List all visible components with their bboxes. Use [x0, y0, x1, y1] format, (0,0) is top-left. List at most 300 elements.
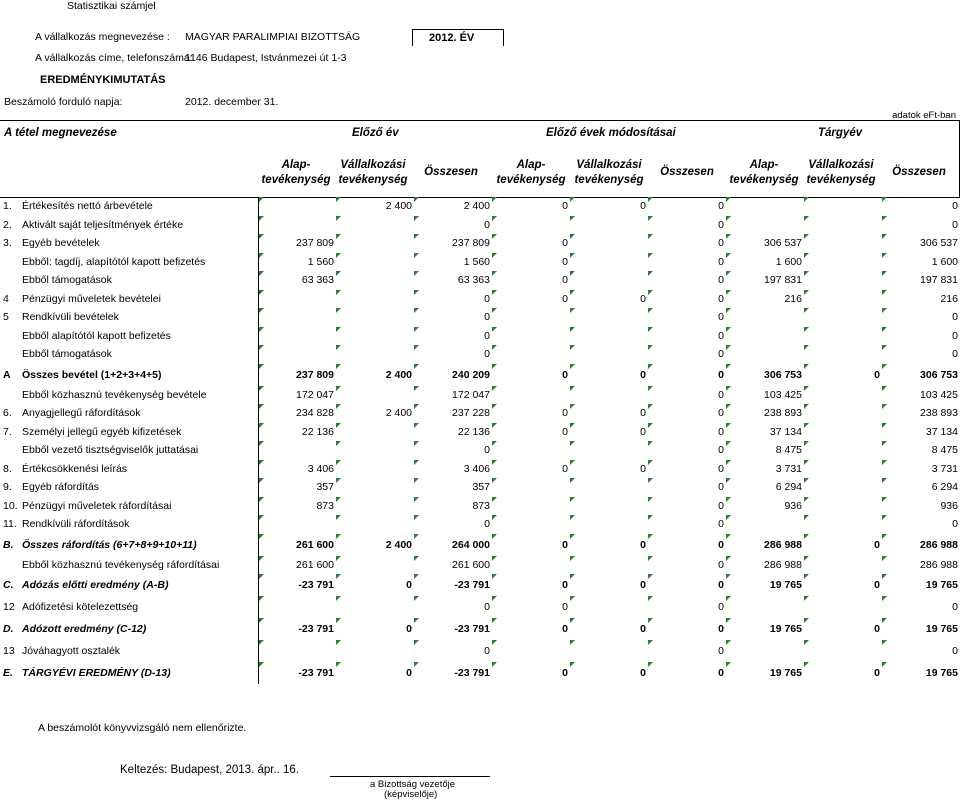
cell-value: [804, 556, 882, 575]
stat-id-label: Statisztikai számjel: [67, 0, 156, 12]
cell-value: 3 731: [726, 460, 804, 479]
cell-value: [336, 515, 414, 534]
cell-value: [726, 216, 804, 235]
cell-value: 63 363: [414, 271, 492, 290]
cell-value: 0: [882, 640, 960, 662]
row-label: Rendkívüli ráfordítások: [22, 518, 130, 531]
row-label: Ebből támogatások: [22, 348, 112, 361]
cell-value: [492, 308, 570, 327]
cell-value: 0: [492, 596, 570, 618]
cell-value: 3 731: [882, 460, 960, 479]
cell-value: [258, 640, 336, 662]
cell-value: 0: [570, 618, 648, 640]
cell-value: 2 400: [336, 534, 414, 556]
cell-value: 22 136: [258, 423, 336, 442]
cell-value: [726, 640, 804, 662]
cell-value: 0: [570, 364, 648, 386]
cell-value: -23 791: [414, 618, 492, 640]
cell-value: 0: [492, 460, 570, 479]
row-code: [0, 556, 18, 575]
cell-value: [570, 478, 648, 497]
table-row: [0, 556, 960, 575]
cell-value: [804, 234, 882, 253]
cell-value: 0: [492, 662, 570, 684]
cell-value: [492, 216, 570, 235]
cell-value: [336, 640, 414, 662]
cell-value: 172 047: [258, 386, 336, 405]
cell-value: 0: [414, 515, 492, 534]
cell-value: 0: [648, 662, 726, 684]
cell-value: 0: [882, 197, 960, 216]
row-code: [0, 253, 18, 272]
cell-value: 306 537: [882, 234, 960, 253]
cell-value: [726, 596, 804, 618]
cell-value: [804, 197, 882, 216]
cell-value: -23 791: [258, 662, 336, 684]
cell-value: 37 134: [726, 423, 804, 442]
cell-value: [492, 515, 570, 534]
cell-value: [258, 596, 336, 618]
cell-value: 0: [492, 364, 570, 386]
cell-value: 0: [648, 308, 726, 327]
cell-value: 240 209: [414, 364, 492, 386]
table-row: [0, 423, 960, 442]
cell-value: [258, 308, 336, 327]
cell-value: 2 400: [414, 197, 492, 216]
cell-value: 234 828: [258, 404, 336, 423]
cell-value: [336, 478, 414, 497]
table-row: [0, 618, 960, 640]
cell-value: 1 600: [726, 253, 804, 272]
table-row: [0, 271, 960, 290]
cell-value: 8 475: [726, 441, 804, 460]
cell-value: [492, 640, 570, 662]
cell-value: [258, 197, 336, 216]
cell-value: [804, 515, 882, 534]
cell-value: [726, 308, 804, 327]
table-row: [0, 327, 960, 346]
table-row: [0, 662, 960, 684]
cell-value: [726, 197, 804, 216]
cell-value: [570, 640, 648, 662]
row-code: 7.: [3, 425, 12, 438]
cell-value: 19 765: [726, 618, 804, 640]
year-badge: [412, 29, 504, 46]
cell-value: [804, 596, 882, 618]
cell-value: [258, 216, 336, 235]
cell-value: 19 765: [882, 574, 960, 596]
cell-value: [804, 404, 882, 423]
cell-value: 0: [648, 216, 726, 235]
cell-value: [726, 515, 804, 534]
cell-value: 237 809: [258, 234, 336, 253]
data-table: [0, 197, 960, 684]
row-label: Ebből vezető tisztségviselők juttatásai: [22, 444, 199, 457]
row-code: 6.: [3, 407, 12, 420]
cell-value: 0: [492, 404, 570, 423]
table-row: [0, 345, 960, 364]
row-code: 8.: [3, 462, 12, 475]
cell-value: 873: [258, 497, 336, 516]
cell-value: 0: [648, 253, 726, 272]
col-prev-header: Előző év: [352, 127, 399, 139]
row-code: 3.: [3, 237, 12, 250]
sub-cur-ossz: Összesen: [892, 166, 946, 178]
row-label: Értékesítés nettó árbevétele: [22, 200, 153, 213]
cell-value: 19 765: [726, 662, 804, 684]
cell-value: 936: [726, 497, 804, 516]
row-label: Rendkívüli bevételek: [22, 311, 119, 324]
cell-value: 286 988: [726, 556, 804, 575]
cell-value: 0: [804, 364, 882, 386]
cell-value: 357: [414, 478, 492, 497]
sub-cur-alap: Alap- tevékenység: [729, 159, 799, 186]
row-code: 11.: [3, 518, 17, 531]
cell-value: [336, 308, 414, 327]
row-code: 10.: [3, 499, 18, 512]
cell-value: [804, 497, 882, 516]
cell-value: [570, 441, 648, 460]
cell-value: 0: [648, 364, 726, 386]
cell-value: [336, 271, 414, 290]
cell-value: [258, 290, 336, 309]
table-row: [0, 515, 960, 534]
cell-value: [258, 441, 336, 460]
cell-value: [570, 386, 648, 405]
cell-value: [726, 327, 804, 346]
row-code: 13: [3, 645, 15, 657]
row-label: Egyéb bevételek: [22, 237, 100, 250]
cell-value: 261 600: [258, 556, 336, 575]
cell-value: [336, 253, 414, 272]
cell-value: 936: [882, 497, 960, 516]
cell-value: [804, 271, 882, 290]
row-label: Összes ráfordítás (6+7+8+9+10+11): [22, 538, 197, 551]
row-label: Anyagjellegű ráfordítások: [22, 407, 141, 420]
cell-value: [336, 234, 414, 253]
row-label: Összes bevétel (1+2+3+4+5): [22, 368, 162, 381]
cell-value: [570, 497, 648, 516]
table-row: [0, 197, 960, 216]
table-row: [0, 253, 960, 272]
cell-value: 0: [414, 327, 492, 346]
cell-value: 0: [804, 574, 882, 596]
cell-value: [804, 345, 882, 364]
cell-value: [492, 327, 570, 346]
cell-value: [570, 216, 648, 235]
cell-value: 0: [648, 574, 726, 596]
row-code: A: [3, 368, 11, 381]
cell-value: 6 294: [882, 478, 960, 497]
cell-value: 0: [570, 290, 648, 309]
table-row: [0, 574, 960, 596]
row-label: Ebből támogatások: [22, 274, 112, 287]
cell-value: [336, 556, 414, 575]
cell-value: [804, 441, 882, 460]
cell-value: 261 600: [414, 556, 492, 575]
cell-value: [804, 253, 882, 272]
cell-value: 0: [648, 386, 726, 405]
cell-value: 37 134: [882, 423, 960, 442]
cell-value: 6 294: [726, 478, 804, 497]
cell-value: [336, 497, 414, 516]
row-code: 2.: [3, 218, 12, 231]
sub-prev-alap: Alap- tevékenység: [261, 159, 331, 186]
cell-value: [258, 515, 336, 534]
cell-value: [492, 386, 570, 405]
cell-value: 0: [648, 197, 726, 216]
cell-value: -23 791: [414, 662, 492, 684]
row-code: 1.: [3, 200, 12, 213]
cell-value: 0: [570, 460, 648, 479]
cell-value: 0: [492, 197, 570, 216]
row-code: B.: [3, 538, 14, 551]
cell-value: [570, 515, 648, 534]
cell-value: 264 000: [414, 534, 492, 556]
cell-value: 0: [882, 308, 960, 327]
cell-value: 0: [648, 441, 726, 460]
cell-value: [804, 386, 882, 405]
cell-value: 197 831: [726, 271, 804, 290]
cell-value: 357: [258, 478, 336, 497]
cell-value: 0: [414, 596, 492, 618]
cell-value: 0: [570, 534, 648, 556]
cell-value: 216: [726, 290, 804, 309]
row-label: Adófizetési kötelezettség: [22, 601, 139, 613]
income-statement-table: [0, 197, 960, 684]
cell-value: 0: [414, 640, 492, 662]
cell-value: 0: [414, 308, 492, 327]
cell-value: [804, 478, 882, 497]
company-name-label: A vállalkozás megnevezése :: [35, 31, 170, 43]
cell-value: [570, 271, 648, 290]
cell-value: [570, 308, 648, 327]
row-label: TÁRGYÉVI EREDMÉNY (D-13): [22, 667, 171, 679]
cell-value: [336, 596, 414, 618]
row-label: Személyi jellegű egyéb kifizetések: [22, 425, 182, 438]
date-label: Beszámoló forduló napja:: [4, 96, 123, 108]
cell-value: 0: [648, 271, 726, 290]
sub-mod-vall: Vállalkozási tevékenység: [574, 159, 644, 186]
cell-value: 238 893: [726, 404, 804, 423]
table-row: [0, 596, 960, 618]
signature-line: [330, 776, 490, 777]
cell-value: [492, 441, 570, 460]
cell-value: 286 988: [882, 556, 960, 575]
col-item-header: A tétel megnevezése: [4, 127, 117, 139]
cell-value: 0: [648, 234, 726, 253]
row-code: D.: [3, 623, 14, 635]
cell-value: 0: [882, 515, 960, 534]
cell-value: [804, 327, 882, 346]
table-row: [0, 640, 960, 662]
row-label: Aktivált saját teljesítmények értéke: [22, 218, 184, 231]
cell-value: 0: [492, 534, 570, 556]
cell-value: [570, 556, 648, 575]
row-code: 4: [3, 292, 9, 305]
cell-value: [336, 327, 414, 346]
cell-value: 197 831: [882, 271, 960, 290]
cell-value: 0: [570, 404, 648, 423]
sub-mod-ossz: Összesen: [660, 166, 714, 178]
table-row: [0, 497, 960, 516]
cell-value: 0: [648, 596, 726, 618]
row-code: [0, 441, 18, 460]
cell-value: [804, 460, 882, 479]
cell-value: [336, 423, 414, 442]
table-row: [0, 234, 960, 253]
cell-value: 0: [492, 618, 570, 640]
table-row: [0, 290, 960, 309]
cell-value: 0: [882, 216, 960, 235]
row-label: Adózás előtti eredmény (A-B): [22, 579, 169, 591]
signer-title: a Bizottság vezetője: [370, 779, 456, 790]
cell-value: 0: [492, 253, 570, 272]
row-label: Pénzügyi műveletek ráfordításai: [22, 499, 172, 512]
company-name-value: MAGYAR PARALIMPIAI BIZOTTSÁG: [185, 31, 361, 43]
cell-value: 0: [414, 441, 492, 460]
cell-value: 237 228: [414, 404, 492, 423]
cell-value: 2 400: [336, 364, 414, 386]
cell-value: 0: [648, 534, 726, 556]
signer-subtitle: (képviselője): [384, 789, 438, 800]
cell-value: [804, 290, 882, 309]
table-row: [0, 460, 960, 479]
row-label: Ebből közhasznú tevékenység ráfordításai: [22, 558, 220, 571]
table-row: [0, 534, 960, 556]
cell-value: 0: [804, 662, 882, 684]
table-row: [0, 308, 960, 327]
sub-mod-alap: Alap- tevékenység: [496, 159, 566, 186]
cell-value: 0: [492, 423, 570, 442]
cell-value: 0: [648, 497, 726, 516]
cell-value: 103 425: [882, 386, 960, 405]
col-cur-header: Tárgyév: [818, 127, 863, 139]
table-row: [0, 441, 960, 460]
date-value: 2012. december 31.: [185, 96, 279, 108]
cell-value: 172 047: [414, 386, 492, 405]
sub-prev-ossz: Összesen: [424, 166, 478, 178]
col-mod-header: Előző évek módosításai: [546, 127, 676, 139]
row-code: 9.: [3, 481, 12, 494]
cell-value: 19 765: [882, 662, 960, 684]
sub-cur-vall: Vállalkozási tevékenység: [806, 159, 876, 186]
cell-value: [492, 497, 570, 516]
cell-value: 306 537: [726, 234, 804, 253]
year-value: 2012. ÉV: [429, 32, 475, 44]
cell-value: 0: [648, 345, 726, 364]
cell-value: 0: [492, 234, 570, 253]
cell-value: -23 791: [258, 618, 336, 640]
cell-value: 0: [336, 574, 414, 596]
row-label: Ebből: tagdíj, alapítótól kapott befizetés: [22, 255, 206, 268]
cell-value: 0: [570, 197, 648, 216]
cell-value: -23 791: [414, 574, 492, 596]
cell-value: 19 765: [882, 618, 960, 640]
cell-value: 0: [648, 618, 726, 640]
place-date: Keltezés: Budapest, 2013. ápr.. 16.: [120, 764, 300, 776]
address-value: 1146 Budapest, Istvánmezei út 1-3: [185, 52, 347, 64]
report-title: EREDMÉNYKIMUTATÁS: [40, 74, 166, 86]
row-code: [0, 345, 18, 364]
cell-value: 0: [336, 662, 414, 684]
cell-value: 0: [804, 534, 882, 556]
cell-value: 0: [648, 404, 726, 423]
cell-value: [336, 386, 414, 405]
row-label: Jóváhagyott osztalék: [22, 645, 121, 657]
cell-value: 0: [648, 460, 726, 479]
cell-value: 63 363: [258, 271, 336, 290]
cell-value: [570, 234, 648, 253]
cell-value: 306 753: [726, 364, 804, 386]
row-label: Ebből közhasznú tevékenység bevétele: [22, 388, 207, 401]
cell-value: [492, 345, 570, 364]
cell-value: [570, 327, 648, 346]
cell-value: [336, 460, 414, 479]
cell-value: 286 988: [882, 534, 960, 556]
cell-value: -23 791: [258, 574, 336, 596]
cell-value: [804, 216, 882, 235]
cell-value: 0: [570, 423, 648, 442]
cell-value: [570, 596, 648, 618]
table-row: [0, 364, 960, 386]
row-label: Ebből alapítótól kapott befizetés: [22, 329, 171, 342]
cell-value: 0: [882, 327, 960, 346]
cell-value: [726, 345, 804, 364]
row-code: [0, 386, 18, 405]
cell-value: 0: [570, 662, 648, 684]
cell-value: 873: [414, 497, 492, 516]
cell-value: [804, 423, 882, 442]
cell-value: [492, 556, 570, 575]
table-row: [0, 386, 960, 405]
cell-value: 3 406: [258, 460, 336, 479]
row-label: Egyéb ráfordítás: [22, 481, 100, 494]
cell-value: [570, 345, 648, 364]
address-label: A vállalkozás címe, telefonszáma:: [35, 52, 193, 64]
table-row: [0, 404, 960, 423]
row-code: E.: [3, 667, 13, 679]
row-code: 5: [3, 311, 9, 324]
cell-value: [492, 478, 570, 497]
unit-label: adatok eFt-ban: [892, 110, 956, 121]
cell-value: 261 600: [258, 534, 336, 556]
row-code: [0, 327, 18, 346]
cell-value: 1 560: [414, 253, 492, 272]
cell-value: 0: [570, 574, 648, 596]
cell-value: 0: [648, 423, 726, 442]
cell-value: 19 765: [726, 574, 804, 596]
cell-value: 1 600: [882, 253, 960, 272]
cell-value: [804, 308, 882, 327]
cell-value: 0: [336, 618, 414, 640]
cell-value: 3 406: [414, 460, 492, 479]
row-code: [0, 271, 18, 290]
cell-value: [336, 216, 414, 235]
row-label: Értékcsökkenési leírás: [22, 462, 128, 475]
cell-value: [258, 327, 336, 346]
cell-value: 2 400: [336, 197, 414, 216]
cell-value: [258, 345, 336, 364]
cell-value: 0: [492, 574, 570, 596]
cell-value: 216: [882, 290, 960, 309]
cell-value: 0: [648, 327, 726, 346]
row-code: C.: [3, 579, 14, 591]
cell-value: 0: [648, 515, 726, 534]
row-label: Adózott eredmény (C-12): [22, 623, 147, 635]
table-row: [0, 216, 960, 235]
cell-value: 0: [648, 290, 726, 309]
